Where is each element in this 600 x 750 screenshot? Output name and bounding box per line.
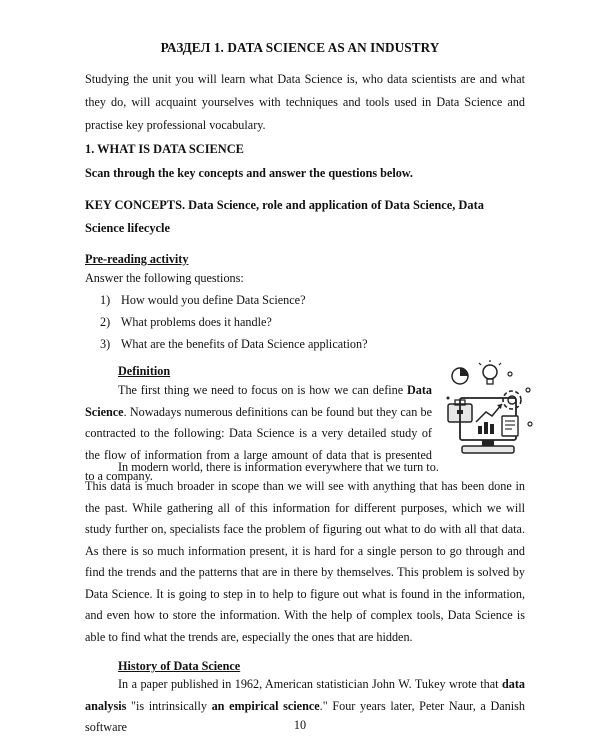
question-text: How would you define Data Science? xyxy=(121,293,306,307)
definition-text-1: The first thing we need to focus on is how we can define xyxy=(118,383,407,397)
history-bold-2: an empirical science xyxy=(211,698,320,713)
data-body-paragraph: This data is much broader in scope than we will see with anything that has been done in the past. While gathering all of this information for different purposes, which we will study further on, specialists face the problem of figuring out what to do with all that data. As there is so much information present, it is hard for a single person to go through and find the trends and the patterns that are in there by themselves. This problem is solved by Data Science. It is going to step in to help to figure out what is found in the information, and even how to store the information. With the help of complex tools, Data Science is able to find what the trends are, especially the ones that are hidden. xyxy=(85,479,525,644)
data-science-illustration-icon xyxy=(440,360,536,460)
definition-bold-term: Data Science xyxy=(85,383,432,419)
unit-heading: 1. WHAT IS DATA SCIENCE xyxy=(85,142,244,156)
section-title: РАЗДЕЛ 1. DATA SCIENCE AS AN INDUSTRY xyxy=(160,40,440,55)
pre-reading-title: Pre-reading activity xyxy=(85,252,189,266)
list-item xyxy=(100,289,368,311)
definition-title: Definition xyxy=(118,364,171,378)
definition-text-2: . Nowadays numerous definitions can be found but they can be contracted to the following: Data Science is a very detailed study of the flow of information from a large amount of data that is presented to a company. xyxy=(85,404,432,483)
key-concepts: KEY CONCEPTS. Data Science, role and application of Data Science, Data Science lifecycle xyxy=(85,198,484,235)
question-number: 3) xyxy=(100,337,111,351)
pre-reading-instruction: Answer the following questions: xyxy=(85,271,244,285)
list-item xyxy=(100,311,368,333)
history-text-1: In a paper published in 1962, American statistician John W. Tukey wrote that xyxy=(118,677,502,691)
history-title: History of Data Science xyxy=(118,659,241,673)
question-number: 1) xyxy=(100,293,111,307)
list-item xyxy=(100,333,368,355)
scan-instruction: Scan through the key concepts and answer the questions below. xyxy=(85,166,413,180)
question-number: 2) xyxy=(100,315,111,329)
question-list xyxy=(100,289,368,355)
modern-world-line: In modern world, there is information everywhere that we turn to. xyxy=(118,460,439,474)
intro-paragraph: Studying the unit you will learn what Data Science is, who data scientists are and what they do, will acquaint yourselves with techniques and tools used in Data Science and practise key professional vocabulary. xyxy=(85,72,525,132)
question-text: What are the benefits of Data Science application? xyxy=(120,337,368,351)
history-text-2: "is intrinsically xyxy=(126,698,212,713)
question-text: What problems does it handle? xyxy=(120,315,272,329)
history-text-3: ." Four years later, Peter Naur, a Danish software xyxy=(85,698,525,734)
page-number: 10 xyxy=(293,718,307,732)
history-bold-1: data analysis xyxy=(85,677,525,713)
